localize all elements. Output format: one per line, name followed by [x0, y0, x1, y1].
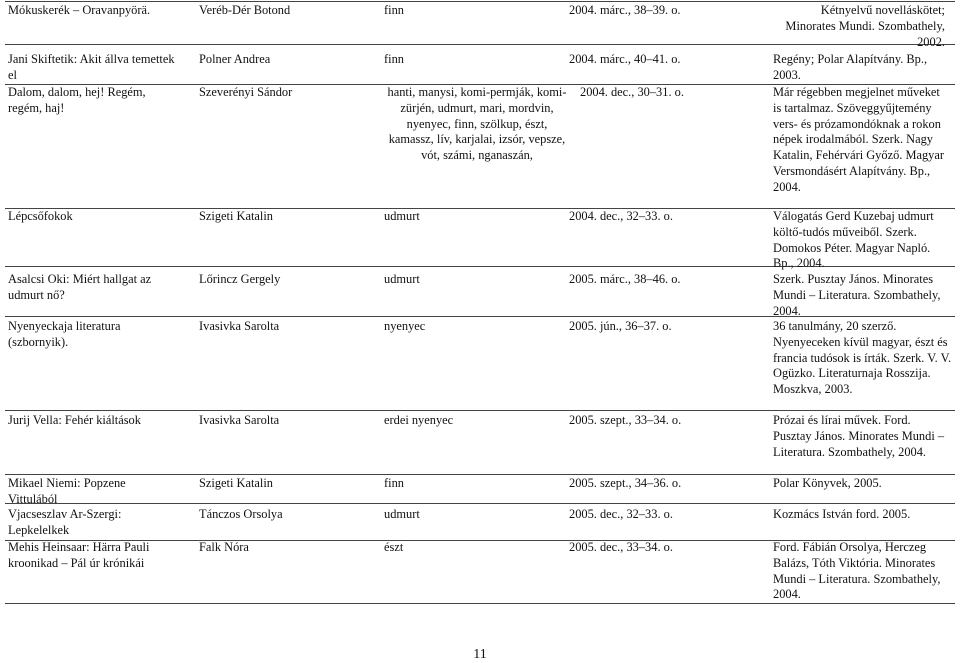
row-source: Regény; Polar Alapítvány. Bp., 2003.	[773, 52, 928, 82]
row-title: Mehis Heinsaar: Härra Pauli kroonikad – Pál úr krónikái	[8, 540, 150, 570]
row-source: Kozmács István ford. 2005.	[773, 507, 911, 521]
row-translator: Tánczos Orsolya	[199, 507, 283, 521]
row-issue: 2004. dec., 32–33. o.	[569, 209, 673, 223]
row-language: udmurt	[384, 209, 420, 223]
row-issue: 2005. szept., 33–34. o.	[569, 413, 682, 427]
row-title: Mikael Niemi: Popzene Vittulából	[8, 476, 126, 506]
row-language: hanti, manysi, komi-permják, komi-zürjén, udmurt, mari, mordvin, nyenyec, finn, szölkup, észt, kamassz, lív, karjalai, izsór, vepsze, vót, számi, nganaszán,	[387, 85, 567, 163]
row-source: Szerk. Pusztay János. Minorates Mundi – Literatura. Szombathely, 2004.	[773, 272, 941, 318]
row-translator: Ivasivka Sarolta	[199, 319, 280, 333]
row-issue: 2004. márc., 40–41. o.	[569, 52, 681, 66]
row-source: Prózai és lírai művek. Ford. Pusztay János. Minorates Mundi – Literatura. Szombathely, 2004.	[773, 413, 945, 459]
row-source: Válogatás Gerd Kuzebaj udmurt költő-tudós műveiből. Szerk. Domokos Péter. Magyar Napló. Bp., 2004.	[773, 209, 934, 271]
row-language: észt	[384, 540, 404, 554]
row-translator: Szeverényi Sándor	[199, 85, 293, 99]
row-source: 36 tanulmány, 20 szerző. Nyenyeceken kívül magyar, észt és francia tudósok is írták. Szerk. V. V. Ogüzko. Literaturnaja Rosszija. Moszkva, 2003.	[773, 319, 952, 397]
row-title: Jurij Vella: Fehér kiáltások	[8, 413, 141, 427]
row-title: Asalcsi Oki: Miért hallgat az udmurt nő?	[8, 272, 152, 302]
row-title: Vjacseszlav Ar-Szergi: Lepkelelkek	[8, 507, 122, 537]
row-issue: 2005. szept., 34–36. o.	[569, 476, 682, 490]
row-translator: Szigeti Katalin	[199, 209, 273, 223]
row-issue: 2005. márc., 38–46. o.	[569, 272, 681, 286]
row-divider	[5, 1, 955, 2]
row-issue: 2004. márc., 38–39. o.	[569, 3, 681, 17]
row-translator: Veréb-Dér Botond	[199, 3, 291, 17]
page-number: 11	[473, 647, 487, 662]
row-language: udmurt	[384, 272, 420, 286]
row-title: Mókuskerék – Oravanpyörä.	[8, 3, 151, 17]
row-divider	[5, 474, 955, 475]
row-translator: Lőrincz Gergely	[199, 272, 281, 286]
row-translator: Szigeti Katalin	[199, 476, 273, 490]
row-issue: 2005. dec., 32–33. o.	[569, 507, 673, 521]
row-translator: Polner Andrea	[199, 52, 271, 66]
row-issue: 2005. dec., 33–34. o.	[569, 540, 673, 554]
row-issue: 2005. jún., 36–37. o.	[569, 319, 672, 333]
row-language: nyenyec	[384, 319, 426, 333]
row-translator: Falk Nóra	[199, 540, 249, 554]
row-title: Nyenyeckaja literatura (szbornyik).	[8, 319, 121, 349]
row-source: Polar Könyvek, 2005.	[773, 476, 882, 490]
row-title: Jani Skiftetik: Akit állva temettek el	[8, 52, 175, 82]
row-translator: Ivasivka Sarolta	[199, 413, 280, 427]
row-language: finn	[384, 476, 404, 490]
row-language: finn	[384, 52, 404, 66]
row-source: Már régebben megjelnet műveket is tartalmaz. Szöveggyűjtemény vers- és prózamondóknak a rokon népek irodalmából. Szerk. Nagy Katalin, Fehérvári Győző. Magyar Versmondásért Alapítvány. Bp., 2004.	[773, 85, 945, 194]
row-title: Dalom, dalom, hej! Regém, regém, haj!	[8, 85, 146, 115]
row-issue: 2004. dec., 30–31. o.	[580, 85, 684, 99]
row-source: Ford. Fábián Orsolya, Herczeg Balázs, Tóth Viktória. Minorates Mundi – Literatura. Szombathely, 2004.	[773, 540, 941, 602]
row-title: Lépcsőfokok	[8, 209, 73, 223]
row-source: Kétnyelvű novelláskötet; Minorates Mundi. Szombathely, 2002.	[785, 3, 945, 49]
row-divider	[5, 410, 955, 411]
row-language: finn	[384, 3, 404, 17]
row-language: erdei nyenyec	[384, 413, 454, 427]
row-language: udmurt	[384, 507, 420, 521]
